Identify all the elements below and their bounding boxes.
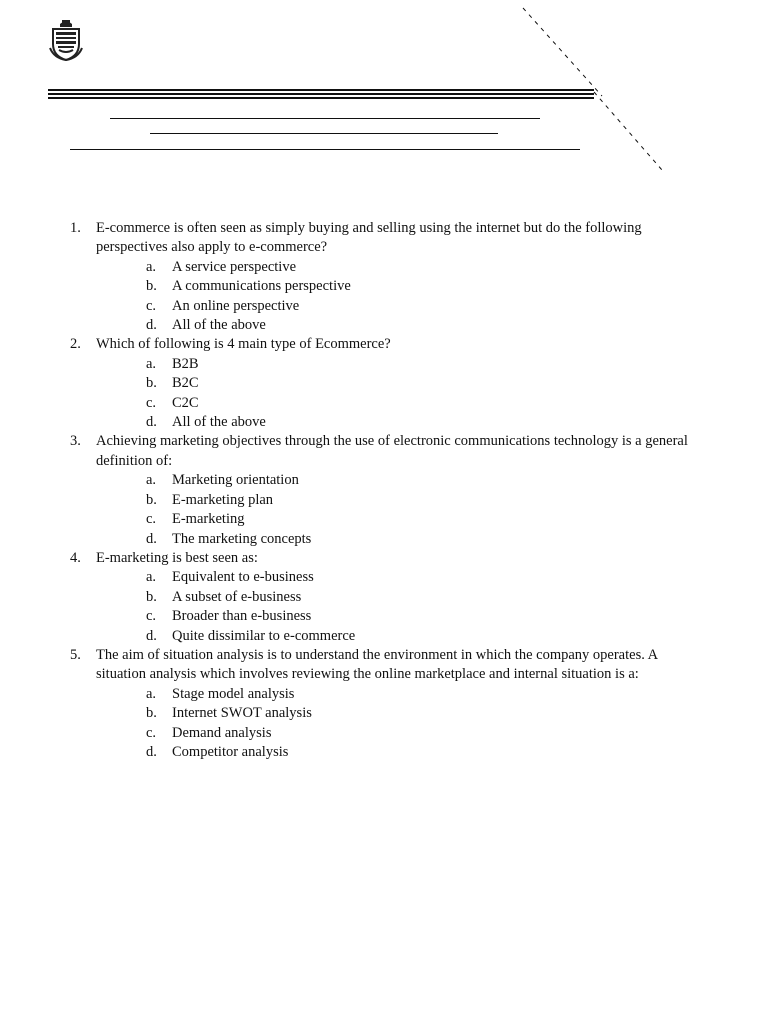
option-text: Demand analysis xyxy=(172,724,272,741)
answer-option xyxy=(146,471,710,490)
answer-option xyxy=(146,394,710,413)
dashed-diagonal-lines xyxy=(0,0,768,200)
answer-option xyxy=(146,355,710,374)
option-letter: c. xyxy=(146,608,157,625)
question-item xyxy=(70,549,710,646)
option-letter: d. xyxy=(146,743,157,760)
option-letter: c. xyxy=(146,394,157,411)
answer-option xyxy=(146,743,710,762)
option-text: A service perspective xyxy=(172,258,297,275)
answer-option xyxy=(146,627,710,646)
question-number: 4. xyxy=(70,549,81,566)
option-text: E-marketing xyxy=(172,511,245,528)
answer-option xyxy=(146,588,710,607)
question-text: E-marketing is best seen as: xyxy=(96,549,258,566)
question-number: 2. xyxy=(70,336,81,353)
option-letter: c. xyxy=(146,724,157,741)
question-list xyxy=(70,219,710,762)
option-letter: d. xyxy=(146,414,157,431)
answer-option xyxy=(146,491,710,510)
option-letter: a. xyxy=(146,355,157,372)
option-letter: d. xyxy=(146,317,157,334)
option-letter: d. xyxy=(146,530,157,547)
answer-option xyxy=(146,607,710,626)
option-text: B2C xyxy=(172,375,199,392)
answer-option xyxy=(146,413,710,432)
option-letter: a. xyxy=(146,569,157,586)
question-item xyxy=(70,219,710,335)
answer-option xyxy=(146,316,710,335)
option-text: A subset of e-business xyxy=(172,588,302,605)
option-text: The marketing concepts xyxy=(172,530,312,547)
option-letter: c. xyxy=(146,297,157,314)
option-letter: b. xyxy=(146,705,157,722)
option-letter: a. xyxy=(146,258,157,275)
answer-option xyxy=(146,724,710,743)
option-text: B2B xyxy=(172,355,199,372)
option-text: Internet SWOT analysis xyxy=(172,705,312,722)
question-number: 3. xyxy=(70,433,81,450)
option-letter: c. xyxy=(146,511,157,528)
option-letter: a. xyxy=(146,472,157,489)
question-item xyxy=(70,335,710,432)
question-number: 5. xyxy=(70,646,81,663)
answer-option xyxy=(146,510,710,529)
option-text: All of the above xyxy=(172,414,266,431)
question-text: Achieving marketing objectives through the use of electronic communications technology is a general definition of: xyxy=(96,433,688,469)
option-letter: b. xyxy=(146,588,157,605)
option-list xyxy=(96,568,710,646)
option-letter: a. xyxy=(146,685,157,702)
answer-option xyxy=(146,374,710,393)
option-text: Broader than e-business xyxy=(172,608,312,625)
option-text: Competitor analysis xyxy=(172,743,289,760)
option-list xyxy=(96,471,710,549)
option-text: E-marketing plan xyxy=(172,491,274,508)
option-letter: b. xyxy=(146,278,157,295)
answer-option xyxy=(146,258,710,277)
question-text: Which of following is 4 main type of Ecommerce? xyxy=(96,336,391,353)
answer-option xyxy=(146,530,710,549)
option-list xyxy=(96,355,710,433)
option-text: An online perspective xyxy=(172,297,300,314)
option-list xyxy=(96,685,710,763)
answer-option xyxy=(146,685,710,704)
question-item xyxy=(70,646,710,762)
option-letter: d. xyxy=(146,627,157,644)
option-text: Quite dissimilar to e-commerce xyxy=(172,627,356,644)
question-item xyxy=(70,432,710,548)
option-letter: b. xyxy=(146,491,157,508)
answer-option xyxy=(146,704,710,723)
option-text: C2C xyxy=(172,394,199,411)
question-text: The aim of situation analysis is to understand the environment in which the company operates. A situation analysis which involves reviewing the online marketplace and internal situation is a: xyxy=(96,646,658,683)
question-text: E-commerce is often seen as simply buying and selling using the internet but do the following perspectives also apply to e-commerce? xyxy=(96,220,642,256)
option-list xyxy=(96,258,710,336)
option-text: Equivalent to e-business xyxy=(172,569,314,586)
option-text: All of the above xyxy=(172,317,266,334)
question-number: 1. xyxy=(70,220,81,236)
option-text: Stage model analysis xyxy=(172,685,295,702)
option-text: A communications perspective xyxy=(172,278,351,295)
answer-option xyxy=(146,568,710,587)
answer-option xyxy=(146,277,710,296)
option-letter: b. xyxy=(146,375,157,392)
answer-option xyxy=(146,297,710,316)
option-text: Marketing orientation xyxy=(172,472,299,489)
